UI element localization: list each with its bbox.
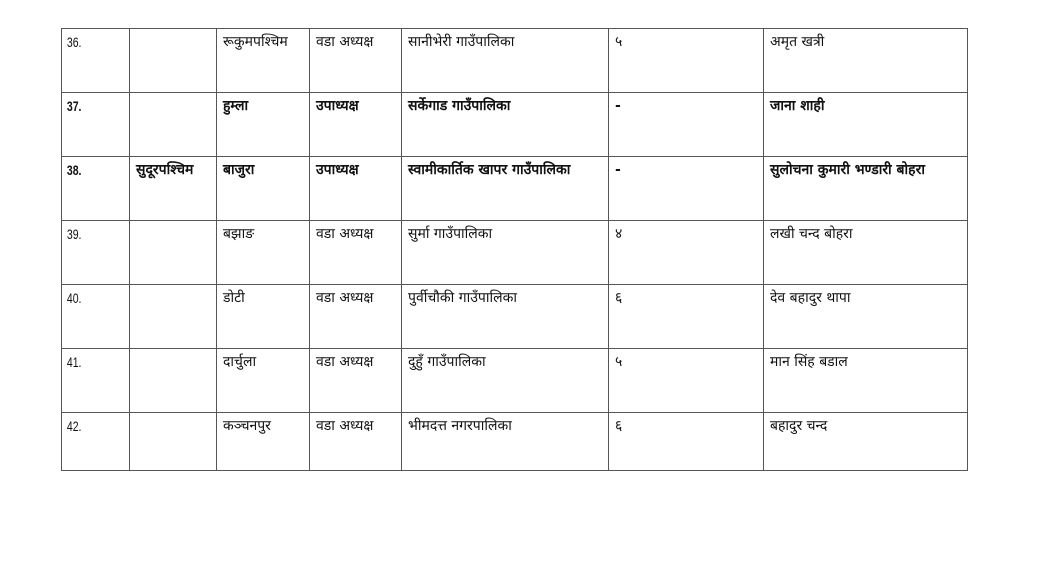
local-body-cell: सानीभेरी गाउँपालिका	[402, 29, 609, 93]
district-cell: बाजुरा	[217, 157, 310, 221]
serial-number: 39.	[62, 221, 113, 285]
table-row	[62, 285, 968, 349]
post-cell: उपाध्यक्ष	[310, 93, 402, 157]
district-cell: हुम्ला	[217, 93, 310, 157]
ward-cell: ६	[609, 413, 764, 471]
district-cell: कञ्चनपुर	[217, 413, 310, 471]
local-body-cell: सर्केगाड गाउँपालिका	[402, 93, 609, 157]
ward-cell: -	[609, 157, 764, 221]
name-cell: सुलोचना कुमारी भण्डारी बोहरा	[764, 157, 968, 221]
serial-number: 36.	[62, 29, 113, 93]
name-cell: जाना शाही	[764, 93, 968, 157]
serial-number: 38.	[62, 157, 113, 221]
name-cell: बहादुर चन्द	[764, 413, 968, 471]
table-row	[62, 349, 968, 413]
ward-cell: ५	[609, 29, 764, 93]
province-cell	[130, 29, 217, 93]
district-cell: डोटी	[217, 285, 310, 349]
post-cell: वडा अध्यक्ष	[310, 221, 402, 285]
ward-cell: ५	[609, 349, 764, 413]
post-cell: वडा अध्यक्ष	[310, 349, 402, 413]
post-cell: वडा अध्यक्ष	[310, 285, 402, 349]
local-body-cell: दुहुँ गाउँपालिका	[402, 349, 609, 413]
province-cell: सुदूरपश्चिम	[130, 157, 217, 221]
province-cell	[130, 413, 217, 471]
table-row	[62, 413, 968, 471]
table-row	[62, 93, 968, 157]
name-cell: मान सिंह बडाल	[764, 349, 968, 413]
serial-number: 40.	[62, 285, 113, 349]
province-cell	[130, 221, 217, 285]
ward-cell: ४	[609, 221, 764, 285]
local-body-cell: पुर्वीचौकी गाउँपालिका	[402, 285, 609, 349]
post-cell: वडा अध्यक्ष	[310, 29, 402, 93]
table-row	[62, 29, 968, 93]
ward-cell: -	[609, 93, 764, 157]
serial-number: 41.	[62, 349, 113, 413]
district-cell: दार्चुला	[217, 349, 310, 413]
name-cell: अमृत खत्री	[764, 29, 968, 93]
table-row	[62, 221, 968, 285]
name-cell: लखी चन्द बोहरा	[764, 221, 968, 285]
local-body-cell: भीमदत्त नगरपालिका	[402, 413, 609, 471]
province-cell	[130, 93, 217, 157]
district-cell: बझाङ	[217, 221, 310, 285]
table-row	[62, 157, 968, 221]
local-body-cell: सुर्मा गाउँपालिका	[402, 221, 609, 285]
officials-table	[61, 28, 968, 471]
name-cell: देव बहादुर थापा	[764, 285, 968, 349]
province-cell	[130, 349, 217, 413]
province-cell	[130, 285, 217, 349]
post-cell: उपाध्यक्ष	[310, 157, 402, 221]
district-cell: रूकुमपश्चिम	[217, 29, 310, 93]
post-cell: वडा अध्यक्ष	[310, 413, 402, 471]
ward-cell: ६	[609, 285, 764, 349]
serial-number: 42.	[62, 413, 113, 471]
local-body-cell: स्वामीकार्तिक खापर गाउँपालिका	[402, 157, 609, 221]
serial-number: 37.	[62, 93, 113, 157]
